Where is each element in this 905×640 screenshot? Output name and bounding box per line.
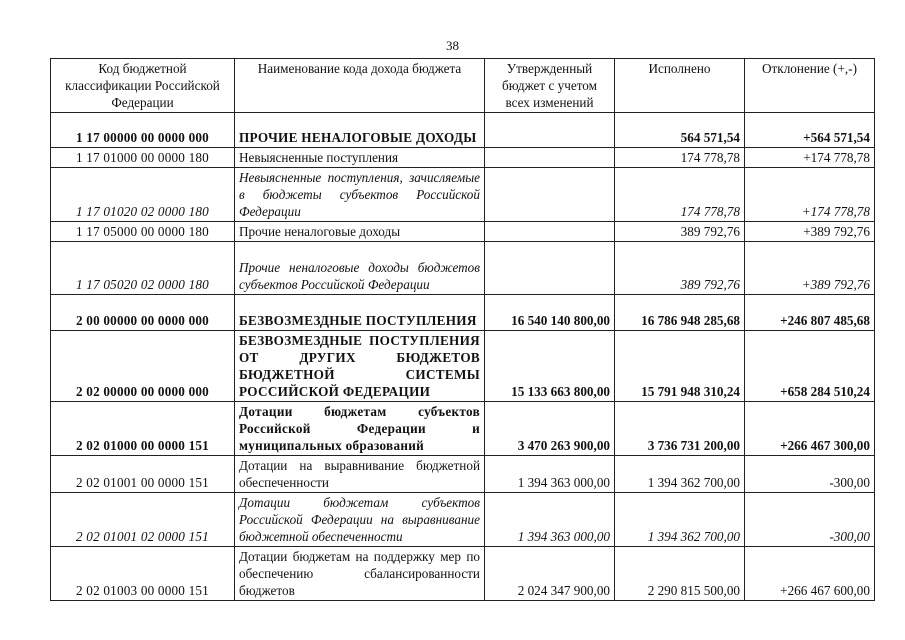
row-deviation: +266 467 300,00 — [745, 402, 875, 456]
budget-income-table — [50, 58, 875, 601]
table-row — [51, 113, 875, 148]
header-deviation: Отклонение (+,-) — [745, 59, 875, 113]
row-name: Дотации на выравнивание бюджетной обеспеченности — [235, 456, 485, 493]
row-code: 1 17 00000 00 0000 000 — [51, 113, 235, 148]
row-code: 2 02 01001 02 0000 151 — [51, 493, 235, 547]
row-code: 1 17 01000 00 0000 180 — [51, 148, 235, 168]
row-code: 1 17 01020 02 0000 180 — [51, 168, 235, 222]
table-row — [51, 547, 875, 601]
header-name: Наименование кода дохода бюджета — [235, 59, 485, 113]
row-name: Дотации бюджетам на поддержку мер по обеспечению сбалансированности бюджетов — [235, 547, 485, 601]
row-code: 2 00 00000 00 0000 000 — [51, 295, 235, 331]
row-name: ПРОЧИЕ НЕНАЛОГОВЫЕ ДОХОДЫ — [235, 113, 485, 148]
row-deviation: +266 467 600,00 — [745, 547, 875, 601]
row-executed: 1 394 362 700,00 — [615, 493, 745, 547]
header-approved: Утвержденный бюджет с учетом всех изменений — [485, 59, 615, 113]
table-row — [51, 295, 875, 331]
row-approved: 3 470 263 900,00 — [485, 402, 615, 456]
row-approved — [485, 168, 615, 222]
row-executed: 15 791 948 310,24 — [615, 331, 745, 402]
row-code: 2 02 00000 00 0000 000 — [51, 331, 235, 402]
row-executed: 389 792,76 — [615, 242, 745, 295]
row-executed: 564 571,54 — [615, 113, 745, 148]
row-code: 2 02 01000 00 0000 151 — [51, 402, 235, 456]
row-approved: 15 133 663 800,00 — [485, 331, 615, 402]
row-executed: 2 290 815 500,00 — [615, 547, 745, 601]
header-executed: Исполнено — [615, 59, 745, 113]
page-number: 38 — [446, 38, 459, 53]
table-row — [51, 493, 875, 547]
table-row — [51, 402, 875, 456]
row-name: Невыясненные поступления — [235, 148, 485, 168]
row-deviation: +389 792,76 — [745, 242, 875, 295]
row-approved: 1 394 363 000,00 — [485, 456, 615, 493]
row-name: БЕЗВОЗМЕЗДНЫЕ ПОСТУПЛЕНИЯ — [235, 295, 485, 331]
table-row — [51, 242, 875, 295]
row-name: Дотации бюджетам субъектов Российской Федерации на выравнивание бюджетной обеспеченности — [235, 493, 485, 547]
row-executed: 174 778,78 — [615, 168, 745, 222]
row-deviation: -300,00 — [745, 493, 875, 547]
row-code: 1 17 05020 02 0000 180 — [51, 242, 235, 295]
table-row — [51, 148, 875, 168]
header-code: Код бюджетной классификации Российской Федерации — [51, 59, 235, 113]
row-deviation: +564 571,54 — [745, 113, 875, 148]
row-name: Прочие неналоговые доходы бюджетов субъектов Российской Федерации — [235, 242, 485, 295]
row-executed: 3 736 731 200,00 — [615, 402, 745, 456]
row-name: БЕЗВОЗМЕЗДНЫЕ ПОСТУПЛЕНИЯ ОТ ДРУГИХ БЮДЖЕТОВ БЮДЖЕТНОЙ СИСТЕМЫ РОССИЙСКОЙ ФЕДЕРАЦИИ — [235, 331, 485, 402]
row-code: 2 02 01003 00 0000 151 — [51, 547, 235, 601]
table-row — [51, 168, 875, 222]
table-header-row — [51, 59, 875, 113]
table-row — [51, 331, 875, 402]
row-approved — [485, 113, 615, 148]
row-executed: 389 792,76 — [615, 222, 745, 242]
row-deviation: +174 778,78 — [745, 148, 875, 168]
row-name: Дотации бюджетам субъектов Российской Федерации и муниципальных образований — [235, 402, 485, 456]
row-approved — [485, 222, 615, 242]
row-executed: 1 394 362 700,00 — [615, 456, 745, 493]
row-approved: 2 024 347 900,00 — [485, 547, 615, 601]
row-approved — [485, 148, 615, 168]
table-row — [51, 456, 875, 493]
row-approved: 1 394 363 000,00 — [485, 493, 615, 547]
table-row — [51, 222, 875, 242]
row-deviation: +246 807 485,68 — [745, 295, 875, 331]
row-deviation: +174 778,78 — [745, 168, 875, 222]
row-deviation: +389 792,76 — [745, 222, 875, 242]
row-code: 1 17 05000 00 0000 180 — [51, 222, 235, 242]
row-executed: 16 786 948 285,68 — [615, 295, 745, 331]
row-deviation: -300,00 — [745, 456, 875, 493]
row-code: 2 02 01001 00 0000 151 — [51, 456, 235, 493]
row-deviation: +658 284 510,24 — [745, 331, 875, 402]
row-approved: 16 540 140 800,00 — [485, 295, 615, 331]
row-name: Прочие неналоговые доходы — [235, 222, 485, 242]
row-approved — [485, 242, 615, 295]
row-executed: 174 778,78 — [615, 148, 745, 168]
row-name: Невыясненные поступления, зачисляемые в бюджеты субъектов Российской Федерации — [235, 168, 485, 222]
